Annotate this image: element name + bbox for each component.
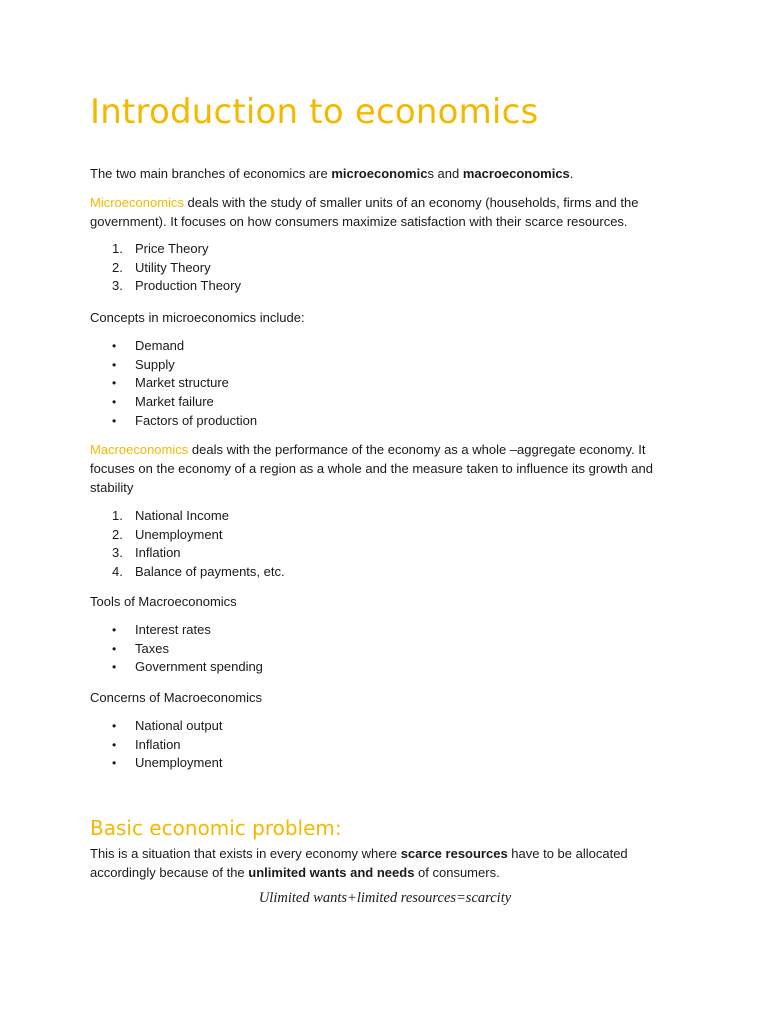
micro-text: deals with the study of smaller units of an economy (households, firms and the government). It focuses on how consumers maximize satisfaction with their scarce resources. [90,195,639,229]
list-item-label: Demand [135,338,185,353]
tools-heading: Tools of Macroeconomics [90,594,237,609]
bullet-icon: • [112,395,117,410]
list-number: 3. [112,545,123,561]
list-item [90,658,263,677]
list-item-label: Market structure [135,375,229,391]
list-item-label: Balance of payments, etc. [135,564,285,580]
list-item [90,544,285,563]
list-item [90,277,241,296]
list-item-label: Factors of production [135,412,258,428]
scarce-resources-bold: scarce resources [400,846,508,861]
list-item-label: Unemployment [135,526,223,542]
concerns-list [90,717,222,773]
intro-text-mid: s and [427,166,463,181]
bullet-icon: • [112,376,117,391]
bullet-icon: • [112,357,117,372]
list-item [90,640,263,659]
list-number: 2. [112,259,123,275]
list-item [90,240,241,259]
scarcity-formula: Ulimited wants+limited resources=scarcity [258,890,512,906]
list-item-label: Inflation [135,545,181,561]
macro-term: Macroeconomics [90,442,189,457]
list-item [90,717,222,736]
list-item [90,393,257,412]
list-item-label: Taxes [135,640,169,656]
problem-text-before: This is a situation that exists in every economy where [90,846,401,861]
bullet-icon: • [112,719,117,733]
list-item-label: Market failure [135,394,214,410]
list-item-label: National output [135,718,223,733]
unlimited-wants-bold: unlimited wants and needs [248,865,415,880]
macro-text: deals with the performance of the economy as a whole –aggregate economy. It focuses on the economy of a region as a whole and the measure taken to influence its growth and stability [90,442,653,495]
list-number: 2. [112,526,123,542]
list-item [90,356,257,375]
micro-concepts-list [90,337,257,430]
list-item-label: Supply [135,356,175,372]
macro-topics-list [90,507,285,582]
list-item-label: Interest rates [135,622,211,637]
micro-concepts-heading: Concepts in microeconomics include: [90,310,305,325]
list-item [90,259,241,278]
bullet-icon: • [112,623,117,637]
list-item [90,374,257,393]
bullet-icon: • [112,641,117,656]
intro-text-before: The two main branches of economics are [90,166,332,181]
list-item [90,754,222,773]
bullet-icon: • [112,660,117,675]
intro-paragraph [90,164,680,183]
tools-list [90,621,263,677]
list-item [90,563,285,582]
list-item-label: Government spending [135,659,263,675]
micro-term-bold: microeconomic [331,166,428,181]
document-title: Introduction to economics [90,92,539,132]
list-number: 1. [112,508,123,523]
problem-paragraph [90,844,680,882]
list-item-label: Utility Theory [135,259,211,275]
list-number: 1. [112,241,123,256]
list-item-label: Price Theory [135,241,209,256]
list-item [90,412,257,431]
problem-text-mid: have to be allocated accordingly because of the [90,846,628,880]
intro-text-end: . [569,166,574,181]
problem-text-end: of consumers. [414,865,500,880]
bullet-icon: • [112,339,117,353]
list-item-label: Inflation [135,736,181,752]
bullet-icon: • [112,737,117,752]
concerns-heading: Concerns of Macroeconomics [90,690,262,705]
list-item [90,736,222,755]
micro-theories-list [90,240,241,296]
list-item-label: National Income [135,508,229,523]
list-number: 4. [112,564,123,580]
section-heading-economic-problem: Basic economic problem: [90,816,342,840]
list-number: 3. [112,278,123,294]
micro-paragraph [90,193,680,231]
list-item-label: Unemployment [135,755,223,771]
macro-paragraph [90,440,680,497]
bullet-icon: • [112,756,117,771]
list-item [90,621,263,640]
list-item [90,526,285,545]
list-item [90,507,285,526]
macro-term-bold: macroeconomics [462,166,570,181]
bullet-icon: • [112,413,117,428]
micro-term: Microeconomics [90,195,184,210]
list-item [90,337,257,356]
list-item-label: Production Theory [135,278,241,294]
